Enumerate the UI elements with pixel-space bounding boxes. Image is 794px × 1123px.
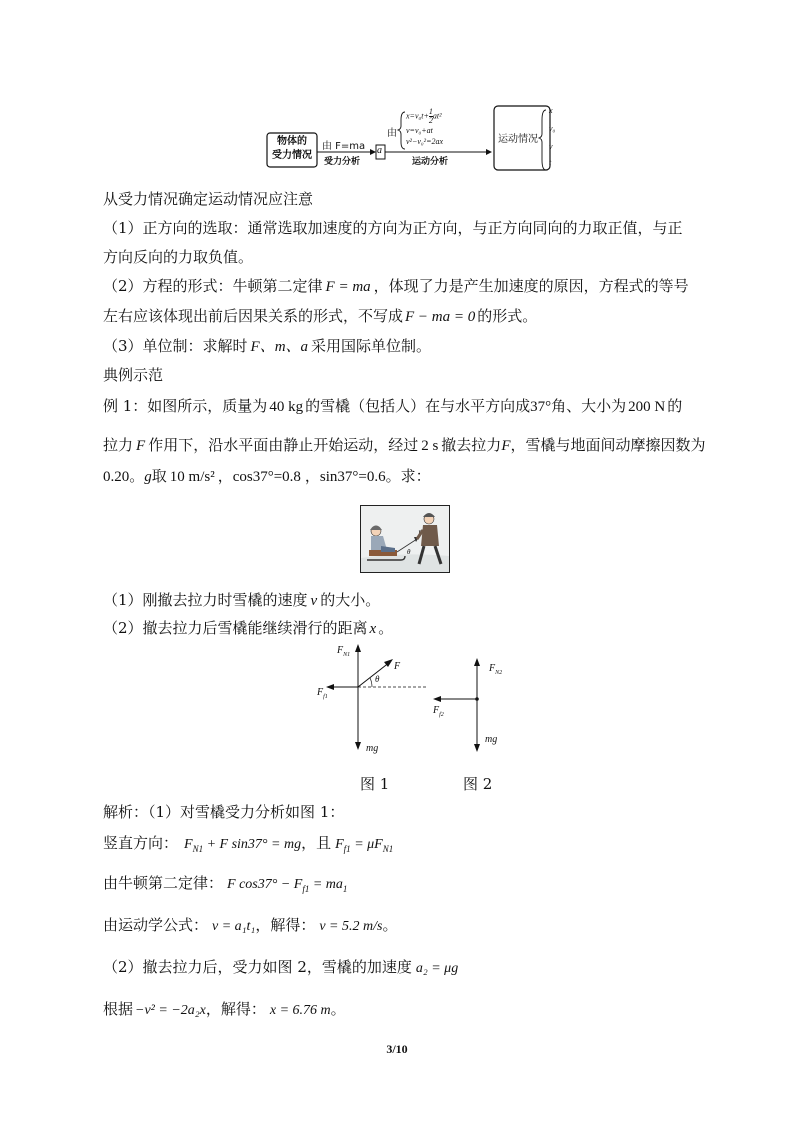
sled-theta-label: θ bbox=[407, 548, 411, 556]
fig1-fn1-label: $F_{N1}$ bbox=[337, 645, 351, 658]
fig2-ff2-label: $F_{f2}$ bbox=[433, 705, 444, 718]
box1-line1: 物体的 bbox=[277, 136, 307, 147]
fig1-f-label: F bbox=[394, 661, 401, 672]
heading-attention: 从受力情况确定运动情况应注意 bbox=[103, 190, 314, 208]
eq-f-ma: F = ma bbox=[325, 279, 371, 295]
arrow2-bottom-label: 运动分析 bbox=[412, 157, 449, 167]
equation-1: x=v₀t+ $\frac{1}{2}$ at² bbox=[406, 107, 442, 125]
you-label: 由 bbox=[387, 128, 397, 139]
arrow1-top-label: 由 F=ma bbox=[322, 141, 366, 152]
item2-line1: （2）方程的形式：牛顿第二定律 F = ma ，体现了力是产生加速度的原因，方程式的等号 bbox=[103, 277, 689, 295]
fig1-mg-label: mg bbox=[366, 743, 379, 754]
item1-line2: 方向反向的力取负值。 bbox=[103, 248, 254, 266]
var-t: t bbox=[549, 158, 552, 167]
item2-line2: 左右应该体现出前后因果关系的形式，不写成 F − ma = 0 的形式。 bbox=[103, 307, 538, 325]
solution-part2: （2）撤去拉力后，受力如图 2，雪橇的加速度 a₂ = μg bbox=[103, 958, 459, 976]
equation-2: v=v₀+at bbox=[406, 126, 433, 135]
example-line3: 0.20。g取 10 m/s² ，cos37°=0.8 ，sin37°=0.6。求： bbox=[103, 467, 431, 485]
page-number: 3/10 bbox=[386, 1042, 408, 1056]
var-v0: v₀ bbox=[549, 124, 556, 133]
fig1-theta-label: θ bbox=[375, 674, 380, 684]
item3: （3）单位制：求解时 F、m、a 采用国际单位制。 bbox=[103, 337, 432, 355]
solution-head: 解析：（1）对雪橇受力分析如图 1： bbox=[103, 803, 345, 821]
force-diagram-2 bbox=[425, 650, 515, 760]
solution-newton: 由牛顿第二定律： F $\cos 37^\circ - F_{f1} = ma_1$ bbox=[103, 874, 348, 894]
sled-illustration bbox=[361, 506, 449, 572]
sled-photo bbox=[360, 505, 450, 573]
eq-f-ma-zero: F − ma = 0 bbox=[405, 309, 476, 325]
example-line2: 拉力 F 作用下，沿水平面由静止开始运动，经过 2 s 撤去拉力F，雪橇与地面间动摩擦因数为 bbox=[103, 436, 706, 454]
question-2: （2）撤去拉力后雪橇能继续滑行的距离 x 。 bbox=[103, 619, 394, 637]
box1-line2: 受力情况 bbox=[272, 150, 312, 161]
fig2-caption: 图 2 bbox=[463, 775, 493, 793]
var-v: v bbox=[549, 142, 553, 151]
fig2-mg-label: mg bbox=[485, 734, 498, 745]
arrow1-bottom-label: 受力分析 bbox=[324, 157, 361, 167]
item1-line1: （1）正方向的选取：通常选取加速度的方向为正方向，与正方向同向的力取正值，与正 bbox=[103, 219, 683, 237]
fig1-caption: 图 1 bbox=[360, 775, 390, 793]
heading-examples: 典例示范 bbox=[103, 366, 164, 384]
question-1: （1）刚撤去拉力时雪橇的速度 v 的大小。 bbox=[103, 591, 381, 609]
equation-3: v²−v₀²=2ax bbox=[406, 137, 444, 146]
box2-label: 运动情况 bbox=[498, 134, 538, 145]
fig2-fn2-label: $F_{N2}$ bbox=[489, 663, 503, 676]
solution-vertical: 竖直方向： $F_{N1} + F$ sin37° = mg，且 $F_{f1} = \mu F_{N1}$ bbox=[103, 834, 394, 854]
solution-kinematics: 由运动学公式： v = a₁t₁，解得： v = 5.2 m/s。 bbox=[103, 916, 398, 934]
fig1-ff1-label: $F_{f1}$ bbox=[317, 687, 328, 700]
flowchart bbox=[262, 102, 562, 174]
var-x: x bbox=[549, 106, 553, 115]
solution-final: 根据 −v² = −2a₂x，解得： x = 6.76 m。 bbox=[103, 1000, 346, 1018]
node-a: a bbox=[377, 145, 382, 156]
force-diagram-1 bbox=[300, 640, 440, 760]
example-line1: 例 1：如图所示，质量为 40 kg 的雪橇（包括人）在与水平方向成37°角、大小为 200 N 的 bbox=[103, 397, 683, 415]
